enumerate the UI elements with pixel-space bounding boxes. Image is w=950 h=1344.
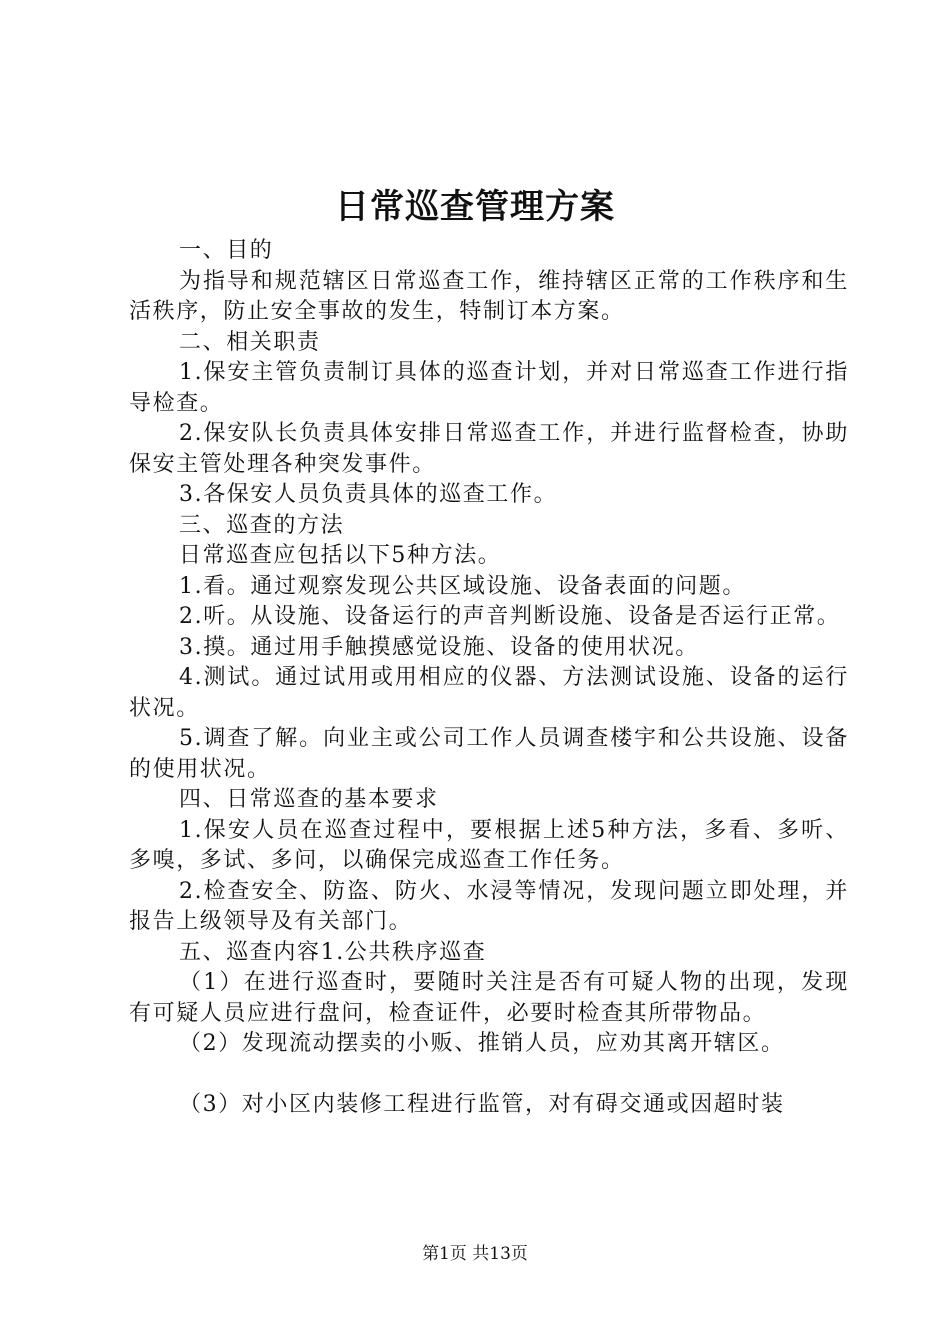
paragraph: 2.保安队长负责具体安排日常巡查工作，并进行监督检查，协助保安主管处理各种突发事件。: [129, 421, 849, 477]
section-heading-requirements: 四、日常巡查的基本要求: [179, 787, 439, 812]
paragraph: 日常巡查应包括以下5种方法。: [179, 543, 502, 568]
paragraph: 3.摸。通过用手触摸感觉设施、设备的使用状况。: [179, 634, 699, 660]
paragraph: 3.各保安人员负责具体的巡查工作。: [179, 482, 558, 507]
paragraph: （3）对小区内装修工程进行监管，对有碍交通或因超时装: [179, 1091, 785, 1117]
section-heading-duties: 二、相关职责: [179, 329, 321, 355]
paragraph: （1）在进行巡查时，要随时关注是否有可疑人物的出现，发现有可疑人员应进行盘问，检查证件，必要时检查其所带物品。: [129, 970, 849, 1026]
document-title: 日常巡查管理方案: [335, 187, 615, 227]
paragraph: （2）发现流动摆卖的小贩、推销人员，应劝其离开辖区。: [179, 1031, 785, 1056]
paragraph: 1.看。通过观察发现公共区域设施、设备表面的问题。: [179, 573, 746, 599]
paragraph: 1.保安人员在巡查过程中，要根据上述5种方法，多看、多听、多嗅，多试、多问，以确保完成巡查工作任务。: [129, 817, 849, 873]
paragraph: 2.检查安全、防盗、防火、水浸等情况，发现问题立即处理，并报告上级领导及有关部门。: [129, 878, 849, 934]
paragraph: 1.保安主管负责制订具体的巡查计划，并对日常巡查工作进行指导检查。: [129, 360, 849, 416]
paragraph: 为指导和规范辖区日常巡查工作，维持辖区正常的工作秩序和生活秩序，防止安全事故的发生，特制订本方案。: [129, 268, 849, 324]
section-heading-purpose: 一、目的: [179, 238, 274, 263]
document-body: [129, 236, 849, 1120]
section-heading-methods: 三、巡查的方法: [179, 512, 345, 538]
section-heading-contents: 五、巡查内容1.公共秩序巡查: [179, 939, 487, 965]
paragraph: 4.测试。通过试用或用相应的仪器、方法测试设施、设备的运行状况。: [129, 665, 849, 721]
blank-line: [129, 1060, 849, 1090]
page-number: 第1页 共13页: [422, 1244, 528, 1264]
paragraph: 5.调查了解。向业主或公司工作人员调查楼宇和公共设施、设备的使用状况。: [129, 726, 849, 782]
paragraph: 2.听。从设施、设备运行的声音判断设施、设备是否运行正常。: [179, 604, 841, 629]
